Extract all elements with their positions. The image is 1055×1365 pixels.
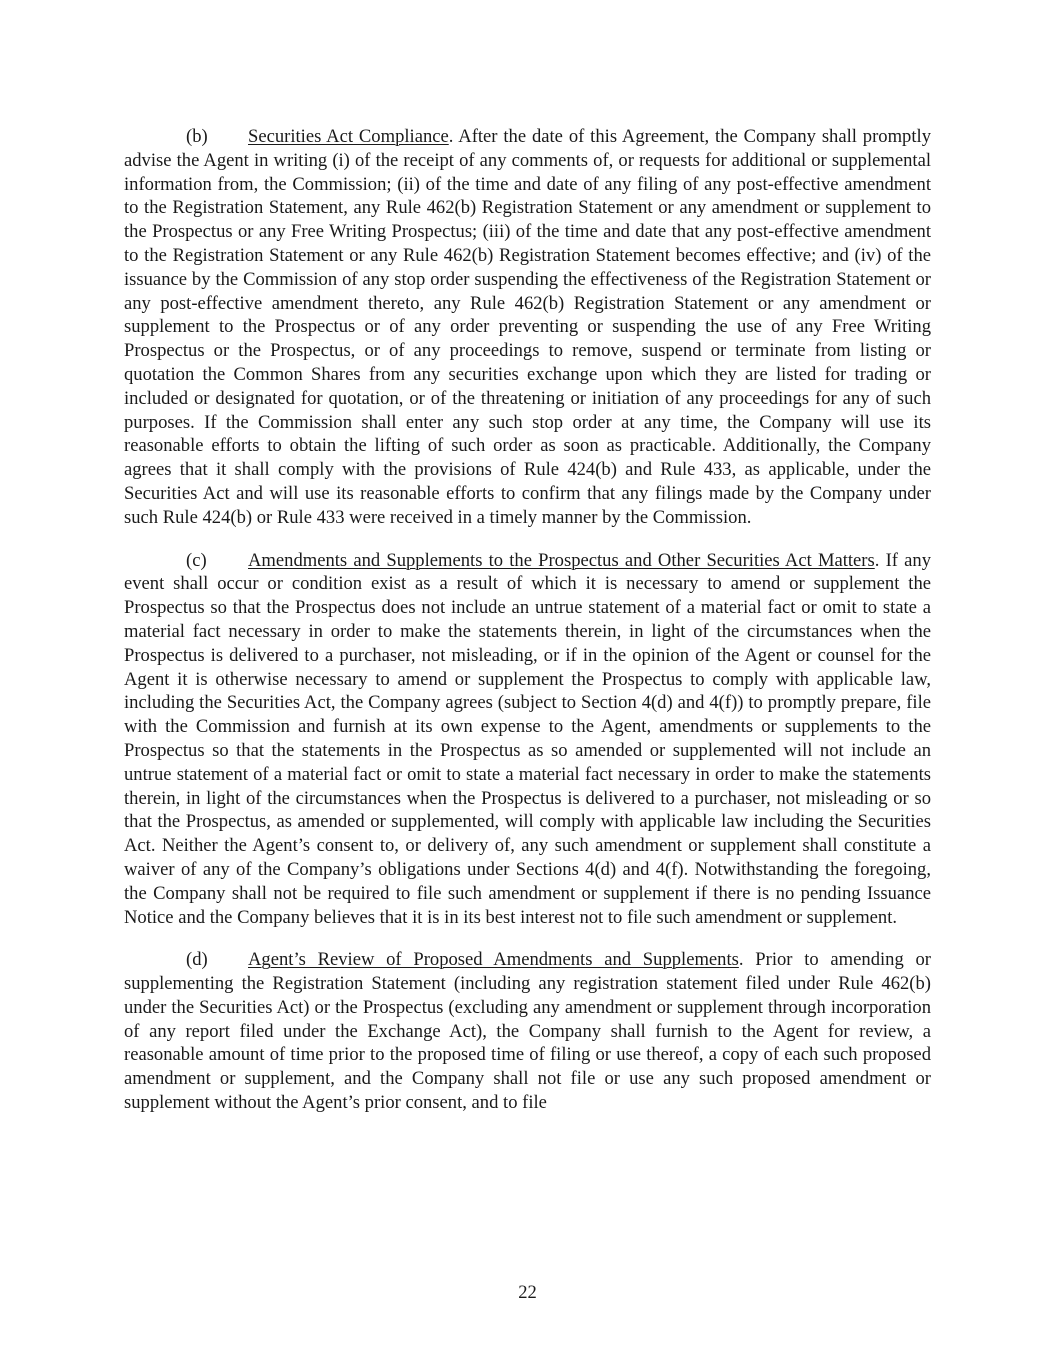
page-number: 22 — [518, 1282, 537, 1303]
section-d-body: Prior to amending or supplementing the Registration Statement (including any registration statement filed under Rule 462(b) under the Securities Act) or the Prospectus (excluding any amendment or supplement through incorporation of any report filed under the Exchange Act), the Company shall furnish to the Agent for review, a reasonable amount of time prior to the proposed time of filing or use thereof, a copy of each such proposed amendment or supplement, and the Company shall not file or use any such proposed amendment or supplement without the Agent’s prior consent, and to file — [124, 949, 931, 1114]
section-d-heading: Agent’s Review of Proposed Amendments and Supplements — [248, 949, 739, 971]
section-c-marker: (c) — [186, 549, 207, 571]
section-c-body: If any event shall occur or condition exist as a result of which it is necessary to amend or supplement the Prospectus so that the Prospectus does not include an untrue statement of a material fact or omit to state a material fact necessary in order to make the statements therein, in light of the circumstances when the Prospectus is delivered to a purchaser, not misleading, or if in the opinion of the Agent or counsel for the Agent it is otherwise necessary to amend or supplement the Prospectus to comply with applicable law, including the Securities Act, the Company agrees (subject to Section 4(d) and 4(f)) to promptly prepare, file with the Commission and furnish at its own expense to the Agent, amendments or supplements to the Prospectus so that the statements in the Prospectus as so amended or supplemented will not include an untrue statement of a material fact or omit to state a material fact necessary in order to make the statements therein, in light of the circumstances when the Prospectus is delivered to a purchaser, not misleading or so that the Prospectus, as amended or supplemented, will comply with applicable law including the Securities Act. Neither the Agent’s consent to, or delivery of, any such amendment or supplement shall constitute a waiver of any of the Company’s obligations under Sections 4(d) and 4(f). Notwithstanding the foregoing, the Company shall not be required to file such amendment or supplement if there is no pending Issuance Notice and the Company believes that it is in its best interest not to file such amendment or supplement. — [124, 549, 931, 928]
section-c-heading-punct: . — [874, 549, 880, 571]
section-b-heading: Securities Act Compliance — [248, 126, 449, 147]
section-b-paragraph — [124, 125, 931, 530]
section-c-paragraph — [124, 549, 931, 930]
section-b-heading-punct: . — [448, 126, 454, 147]
section-d-heading-punct: . — [738, 949, 744, 971]
section-c-heading: Amendments and Supplements to the Prospectus and Other Securities Act Matters — [248, 549, 875, 571]
body-text — [124, 125, 931, 1134]
section-b-body: After the date of this Agreement, the Company shall promptly advise the Agent in writing (i) of the receipt of any comments of, or requests for additional or supplemental information from, the Commission; (ii) of the time and date of any filing of any post-effective amendment to the Registration Statement, any Rule 462(b) Registration Statement or any amendment or supplement to the Prospectus or any Free Writing Prospectus; (iii) of the time and date that any post-effective amendment to the Registration Statement or any Rule 462(b) Registration Statement becomes effective; and (iv) of the issuance by the Commission of any stop order suspending the effectiveness of the Registration Statement or any post-effective amendment thereto, any Rule 462(b) Registration Statement or any amendment or supplement to the Prospectus or of any order preventing or suspending the use of any Free Writing Prospectus or the Prospectus, or of any proceedings to remove, suspend or terminate from listing or quotation the Common Shares from any securities exchange upon which they are listed for trading or included or designated for quotation, or of the threatening or initiation of any proceedings for any of such purposes. If the Commission shall enter any such stop order at any time, the Company will use its reasonable efforts to obtain the lifting of such order as soon as practicable. Additionally, the Company agrees that it shall comply with the provisions of Rule 424(b) and Rule 433, as applicable, under the Securities Act and will use its reasonable efforts to confirm that any filings made by the Company under such Rule 424(b) or Rule 433 were received in a timely manner by the Commission. — [124, 126, 931, 528]
section-b-marker: (b) — [186, 126, 208, 147]
section-d-paragraph — [124, 948, 931, 1115]
section-d-marker: (d) — [186, 949, 208, 971]
